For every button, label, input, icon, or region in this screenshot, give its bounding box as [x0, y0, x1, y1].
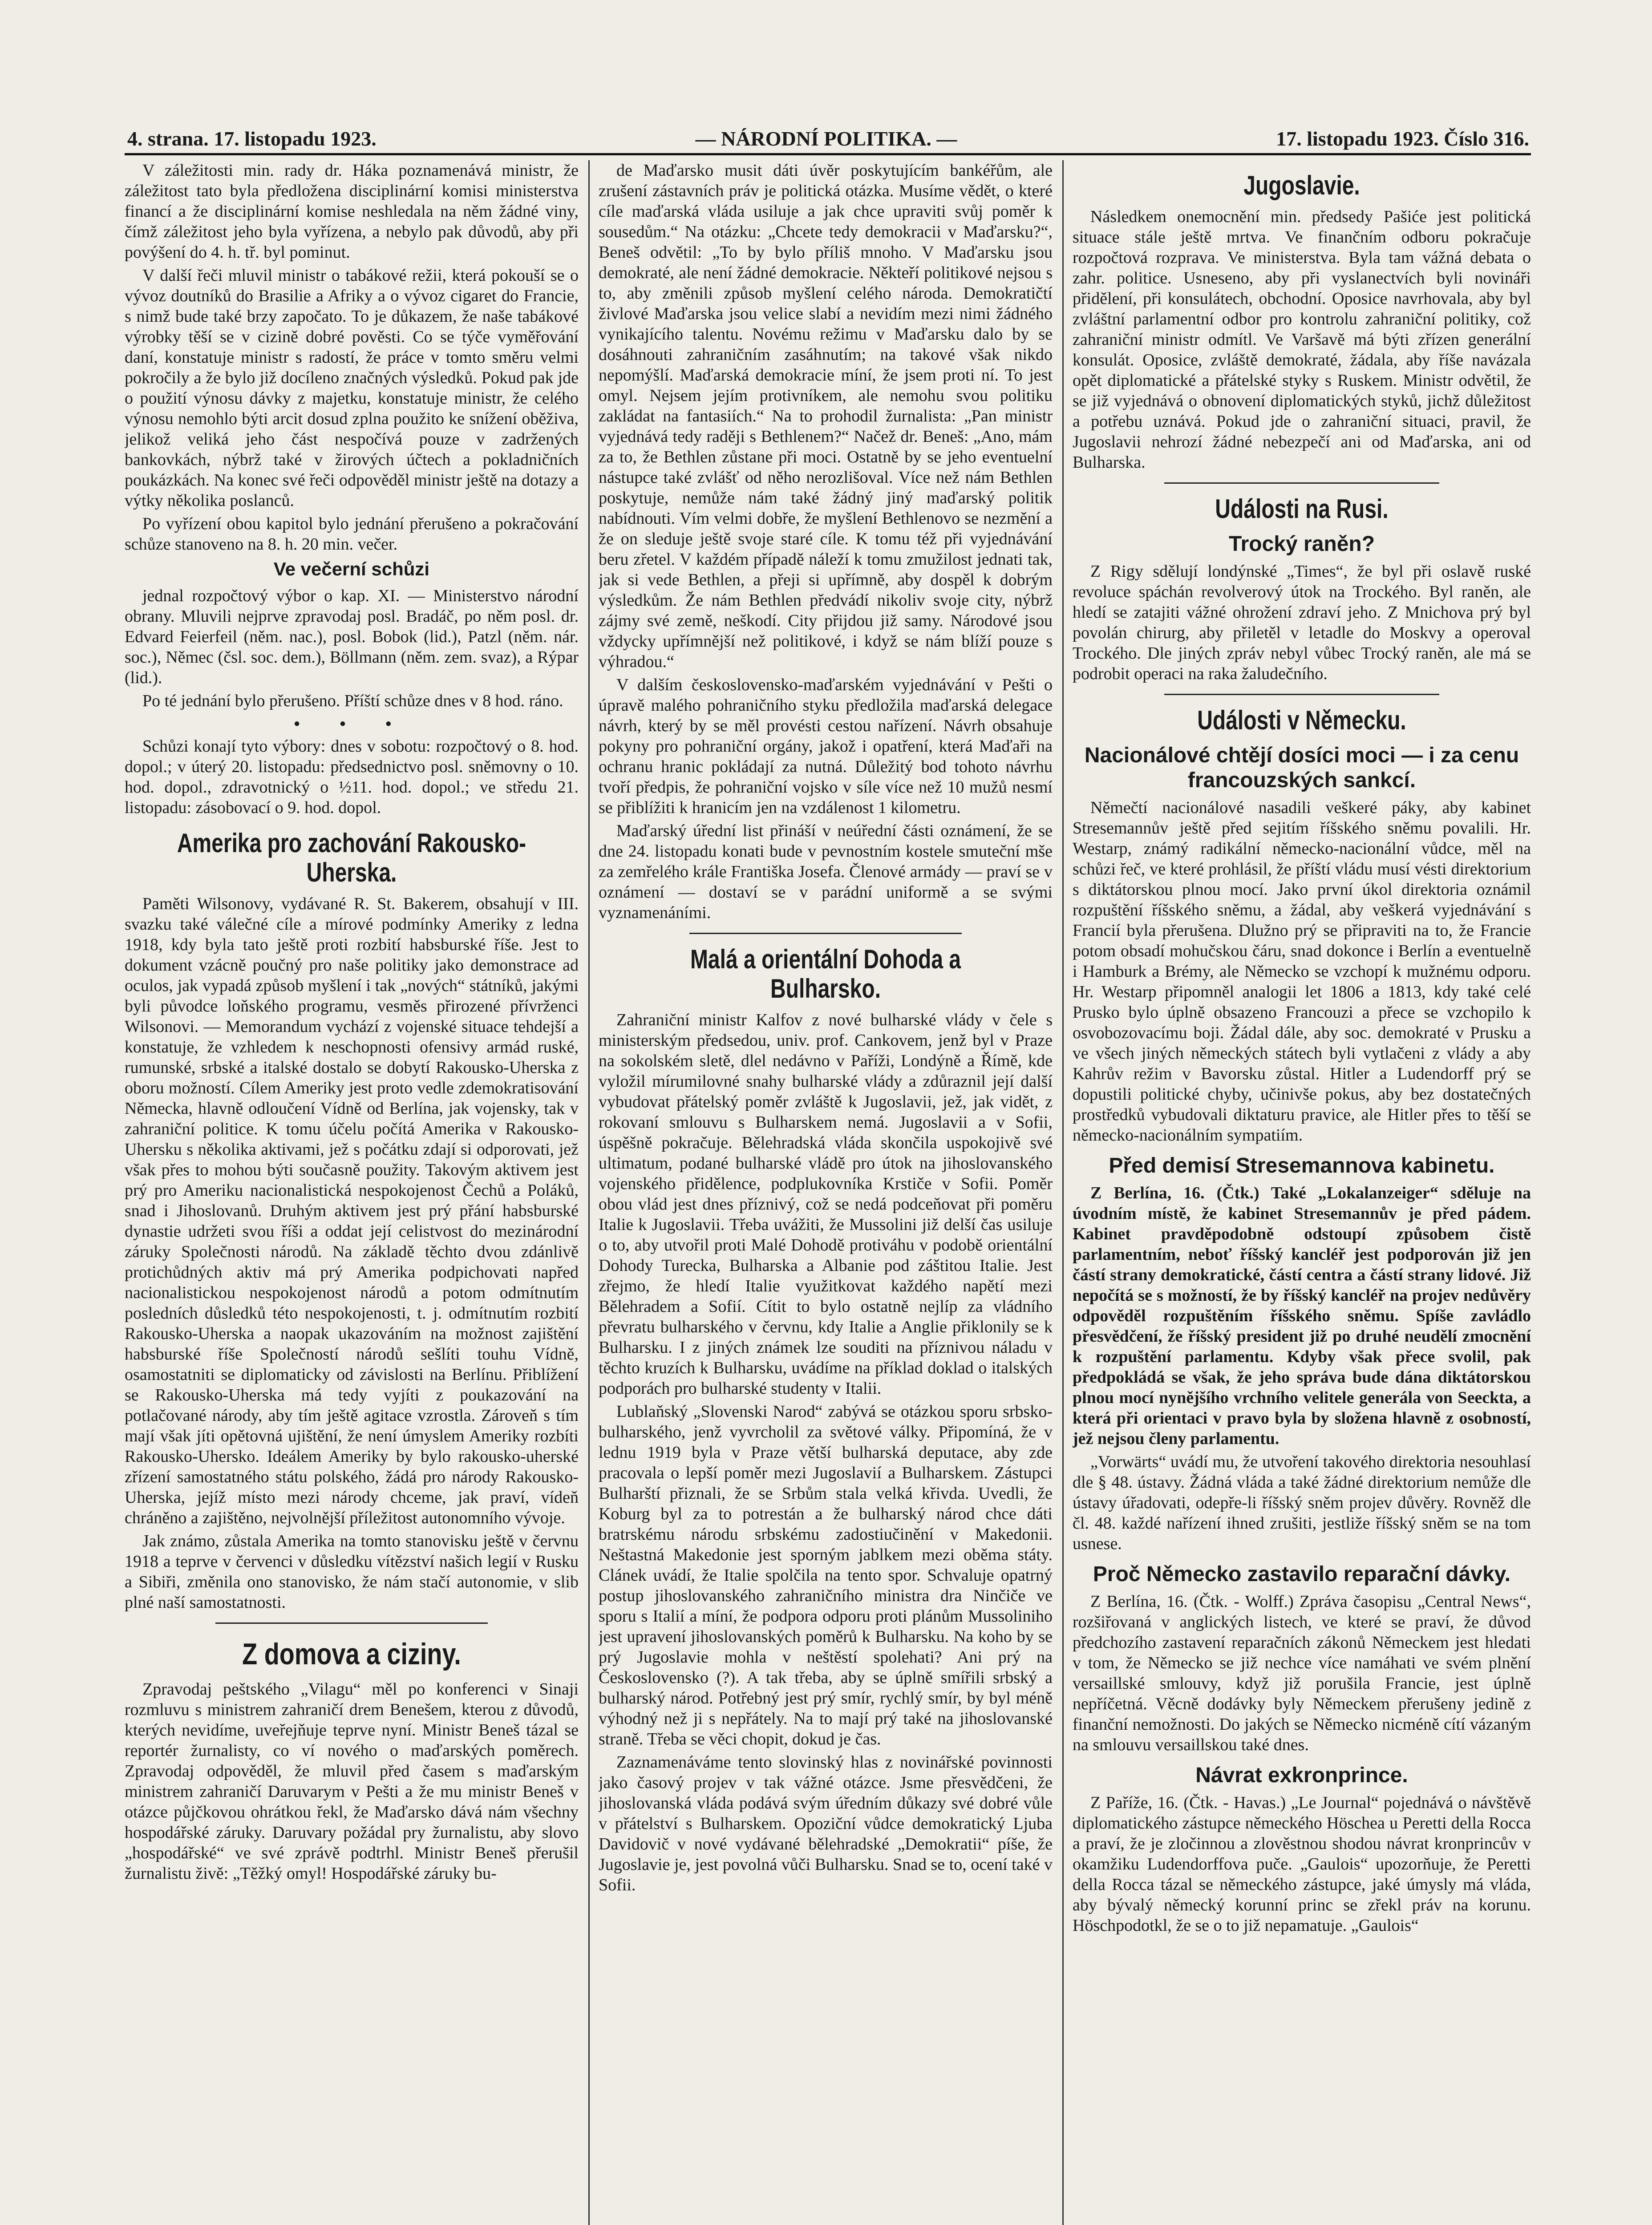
paragraph: V dalším československo-maďarském vyjednávání v Pešti o úpravě malého pohraničního styku předložila maďarská delegace návrh, který by se měl provésti cestou nařízení. Návrh obsahuje pokyny pro pohraniční orgány, jakož i opatření, která Maďaři na ochranu hranic pokládají za nutná. Důležitý bod tohoto návrhu tvoří předpis, že pohraniční vojsko v síle více než 10 mužů nesmí se přiblížiti k hranicím jen na vzdálenost 1 kilometru. [599, 676, 1053, 817]
paragraph: Lublaňský „Slovenski Narod“ zabývá se otázkou sporu srbsko-bulharského, jenž vyvrcholil za světové války. Připomíná, že v lednu 1919 byla v Praze větší bulharská deputace, aby zde pracovala o lepší poměr mezi Jugoslavií a Bulharskem. Zástupci Bulharští přiznali, že se Srbům stala velká křivda. Uvedli, že Koburg byl za to potrestán a že bulharský národ chce dáti bratrskému národu srbskému zadostiučinění v Makedonii. Neštastná Makedonie jest sporným jablkem mezi oběma státy. Clánek uvádí, že Italie spolčila na tento spor. Schvaluje opatrný postup jihoslovanského zahraničního ministra dra Ninčiče ve sporu s Italií a míní, že podpora odporu proti plánům Mussoliniho jest upravení jihoslovanských poměrů k Bulharsku. Na koho by se prý Jugoslavie mohla v neštěstí spolehati? Ani prý na Československo (?). A tak třeba, aby se úplně smířili srbský a bulharský národ. Potřebný jest prý smír, rychlý smír, by byl méně výhodný než ji s nepřátely. Na to mají prý také na jihoslovanské straně. Třeba se věci chopit, dokud je čas. [599, 1402, 1053, 1748]
paragraph: Z Paříže, 16. (Čtk. - Havas.) „Le Journal“ pojednává o návštěvě diplomatického zástupce německého Höschea u Peretti della Rocca a praví, že je zločinnou a zlověstnou shodou návrat kronprincův v okamžiku Ludendorffova puče. „Gaulois“ upozorňuje, že Peretti della Rocca tázal se německého zástupce, jaké úmysly má vláda, aby bývalý německý korunní princ se zřekl práv na korunu. Höschpodotkl, že se o to již nepamatuje. „Gaulois“ [1073, 1793, 1531, 1935]
article-heading-crownprince: Návrat exkronprince. [1195, 1764, 1408, 1787]
article-heading-yugoslavia: Jugoslavie. [1243, 170, 1360, 200]
paragraph: de Maďarsko musit dáti úvěr poskytujícím bankéřům, ale zrušení zástavních práv je politická otázka. Musíme vědět, o které cíle maďarská vláda usiluje a jak chce upraviti svůj poměr k sousedům.“ Na otázku: „Chcete tedy demokracii v Maďarsku?“, Beneš odvětil: „To by bylo příliš mnoho. V Maďarsku jsou demokraté, ale není žádné demokracie. Někteří politikové nejsou s to, aby změnili způsob myšlení celého národa. Demokratičtí živlové Maďarska jsou velice slabí a nevidím mezi nimi žádného vynikajícího talentu. Novému režimu v Maďarsku dalo by se dosáhnouti zahraničním zasáhnutím; na takové však nikdo nepomýšlí. Maďarská demokracie míní, že jsem proti ní. To jest omyl. Nejsem jejím protivníkem, ale nemohu svou politiku zakládat na fantasiích.“ Na to prohodil žurnalista: „Pan ministr vyjednává tedy raději s Bethlenem?“ Načež dr. Beneš: „Ano, mám za to, že Bethlen zůstane při moci. Ostatně by se jeho eventuelní nástupce také zvlášť od něho nerozlišoval. Více než nám Bethlen poskytuje, nemůže nám také žádný jiný maďarský politik nabídnouti. Vím velmi dobře, že myšlení Bethlenovo se nezmění a že on sleduje ještě svoje staré cíle. K tomu též při vyjednávání beru zřetel. V každém případě náleží k tomu zmužilost jednati tak, jak si vede Bethlen, a přeji si upřímně, aby dospěl k dobrým výsledkům. Že nám Bethlen předvádí nikoliv svoje city, nýbrž zájmy své země, neškodí. City přijdou již samy. Národové jsou vždycky upřímnější než politikové, i když se nám blíží pouze s výhradou.“ [599, 161, 1053, 671]
paragraph: Z Berlína, 16. (Čtk. - Wolff.) Zpráva časopisu „Central News“, rozšiřovaná v anglických listech, ve které se praví, že důvod předchozího zastavení reparačních zákonů Německem jest hledati v tom, že Německo se již nechce více namáhati ve svém plnění versaillské smlouvy, když již porušila Francie, jest úplně nepříčetná. Věcně dodávky byly Německem přerušeny jedině z finanční nemožnosti. Do jakých se Německo nicméně cítí vázaným na smlouvu versaillskou také dnes. [1073, 1592, 1531, 1754]
article-heading-crisis: Před demisí Stresemannova kabinetu. [1109, 1154, 1495, 1177]
column-divider [588, 160, 590, 2225]
paragraph: „Vorwärts“ uvádí mu, že utvoření takového direktoria nesouhlasí dle § 48. ústavy. Žádná vláda a také žádné direktorium nemůže dle ústavy úřadovati, odepře-li říšský sněm projev důvěry. Rovněž dle čl. 48. každé nařízení ihned zrušiti, jestliže říšský sněm se na tom usnese. [1073, 1452, 1531, 1553]
paragraph: V další řeči mluvil ministr o tabákové režii, která pokouší se o vývoz doutníků do Brasilie a Afriky a o vývoz cigaret do Francie, s nimž bude také brzy započato. To je důkazem, že naše tabákové výrobky těší se v cizině dobré pověsti. Co se týče vyměřování daní, konstatuje ministr s radostí, že práce v tomto směru velmi pokročily a že bylo již docíleno značných výsledků. Pokud pak jde o použití výnosu dávky z majetku, konstatuje ministr, že celého výnosu nemohlo býti arcit dosud zplna použito ke snížení oběživa, jelikož veliká jeho část nespočívá pouze v zadržených bankovkách, nýbrž také v žirových účtech a pokladničních poukázkách. Na konec své řeči odpověděl ministr ještě na dotazy a výtky několika poslanců. [125, 266, 579, 510]
paragraph: Zpravodaj peštského „Vilagu“ měl po konferenci v Sinaji rozmluvu s ministrem zahraničí drem Benešem, kterou z důvodů, kterých nevidíme, uveřejňuje teprve nyní. Ministr Beneš tázal se reportér žurnalisty, co ví nového o maďarských poměrech. Zpravodaj odpověděl, že mluvil před časem s maďarským ministrem zahraničí Daruvarym v Pešti a že mu ministr Beneš v otázce půjčkovou ohrátkou řekl, že Maďarsko dává nám všechny hospodářské záruky. Daruvary požádal pry žurnalistu, aby slovo „hospodářské“ ve své zprávě podtrhl. Ministr Beneš přerušil žurnalistu živě: „Těžký omyl! Hospodářské záruky bu- [125, 1680, 579, 1883]
article-subheading-germany: Nacionálové chtějí dosíci moci — i za cenu francouzských sankcí. [1084, 744, 1519, 792]
column-1 [125, 160, 579, 2225]
masthead [127, 125, 1529, 151]
paragraph: Zaznamenáváme tento slovinský hlas z novinářské povinnosti jako časový projev v tak vážné otázce. Jsme přesvědčeni, že jihoslovanská vláda podává svým úředním důkazy své dobré vůle v přátelství s Bulharskem. Opoziční vůdce demokratický Ljuba Davidovič v nové vydávané bělehradské „Demokratii“ píše, že Jugoslavie je, jest povolná vůči Bulharsku. Snad se to, ocení také v Sofii. [599, 1753, 1053, 1894]
separator-dots: • • • [294, 715, 409, 733]
column-divider [1062, 160, 1064, 2225]
column-2 [599, 160, 1053, 2225]
paragraph: Jak známo, zůstala Amerika na tomto stanovisku ještě v červnu 1918 a teprve v červenci v důsledku vítězství našich legií v Rusku a Sibiři, změnila ono stanovisko, že nám stačí autonomie, v slib plné naší samostatnosti. [125, 1532, 579, 1612]
paragraph: V záležitosti min. rady dr. Háka poznamenává ministr, že záležitost tato byla předložena disciplinární komisi ministerstva financí a že disciplinární komise neshledala na něm žádné viny, čímž záležitost jeho byla vyřízena, a nebylo pak důvodů, aby při povýšení do 4. h. tř. byl pominut. [125, 161, 579, 262]
section-rule [1164, 482, 1439, 484]
paragraph: Schůzi konají tyto výbory: dnes v sobotu: rozpočtový o 8. hod. dopol.; v úterý 20. listopadu: předsednictvo posl. sněmovny o 10. hod. dopol., zdravotnický o ½11. hod. dopol.; ve středu 21. listopadu: zásobovací o 9. hod. dopol. [125, 737, 579, 817]
masthead-title: — NÁRODNÍ POLITIKA. — [695, 127, 957, 150]
paragraph: Zahraniční ministr Kalfov z nové bulharské vlády v čele s ministerským předsedou, univ. prof. Cankovem, jenž byl v Praze na sokolském sletě, dlel nedávno v Paříži, Londýně a Římě, kde vyložil mírumilovné snahy bulharské vlády a zdůraznil její další vybudovat přátelský poměr zvláště k Jugoslavii, jež, jak vidět, z rokovaní smlouvu s Bulharskem nemá. Jugoslavii a v Sofii, úspěšně pokračuje. Bělehradská vláda skončila uspokojivě své ultimatum, podané bulharské vládě pro útok na jihoslovanského vojenského přidělence, podplukovníka Krstiče v Sofii. Poměr obou vlád jest dnes příznivý, což se nedá podceňovat při poměru Italie k Jugoslavii. Třeba uvážiti, že Mussolini již delší čas usiluje o to, aby utvořil proti Malé Dohodě protiváhu v podobě orientální Dohody Turecka, Bulharska a Albanie pod záštitou Italie. Jest zřejmo, že hledí Italie využitkovat každého napětí mezi Bělehradem a Sofií. Cítit to bylo ostatně nejlíp za vládního převratu bulharského v červnu, kdy Italie a Anglie přiklonily se k Bulharsku. I z jiných známek lze souditi na příznivou náladu v těchto kruzích k Bulharsku, uvádíme na příklad doklad o italských podporách pro bulharské studenty v Italii. [599, 1011, 1053, 1398]
paragraph: Z Rigy sdělují londýnské „Times“, že byl při oslavě ruské revoluce spáchán revolverový útok na Trockého. Byl raněn, ale hledí se zatajiti vážné ohrožení zdraví jeho. Z Mnichova prý byl povolán chirurg, aby přiletěl v letadle do Moskvy a operoval Trockého. Dle jiných zpráv nebyl vůbec Trocký raněn, ale má se podrobit operaci na raka žaludečního. [1073, 562, 1531, 683]
paragraph: Paměti Wilsonovy, vydávané R. St. Bakerem, obsahují v III. svazku také válečné cíle a mírové podmínky Ameriky z ledna 1918, kdy byla tato ještě proti rozbití habsburské říše. Jest to dokument vzácně poučný pro naše politiky jako demonstrace ad oculos, jak vypadá způsob myšlení i tak „nových“ státníků, jakými byli původce loňského programu, vesměs přirozené přívrženci Wilsonovi. — Memorandum vychází z vojenské situace tehdejší a konstatuje, že vzhledem k neschopnosti ofensivy armád ruské, rumunské, srbské a italské dostalo se dobytí Rakousko-Uherska z oboru možností. Cílem Ameriky jest proto vedle zdemokratisování Německa, hlavně odloučení Vídně od Berlína, jak vojensky, tak v zahraniční politice. K tomu účelu počítá Amerika v Rakousko-Uhersku s několika aktivami, jež s počátku zdají si odporovati, jež však přes to mohou býti současně použity. Takovým aktivem jest prý pro Ameriku nacionalistická nespokojenost Čechů a Poláků, snad i Jihoslovanů. Druhým aktivem jest prý přání habsburské dynastie udržeti svou říši a oddat její celistvost do mezinárodní záruky Společnosti národů. Na základě těchto dvou zdánlivě protichůdných aktiv má prý Amerika podpichovati napřed nacionalistickou nespokojenost národů a potom odmítnutím posledních důsledků této nespokojenosti, t. j. odmítnutím rozbití Rakousko-Uherska a naopak ukazováním na možnost zajištění habsburské říše Společností národů sešlíti touhu Vídně, osamostatniti se diplomaticky od závislosti na Berlínu. Přiblížení se Rakousko-Uherska má tedy vyjíti z poukazování na potlačované národy, aby tím ještě agitace vzrostla. Zároveň s tím mají však jíti opětovná ujištění, že není úmyslem Ameriky rozbíti Rakousko-Uhersko. Ideálem Ameriky by bylo rakousko-uherské zřízení samostatného státu polského, žádá pro národy Rakousko-Uherska, jejíž místo mezi národy chceme, jak praví, vídeň chráněno a zajištěno, nejvolnější příležitost autonomního vývoje. [125, 894, 579, 1527]
paragraph: Z Berlína, 16. (Čtk.) Také „Lokalanzeiger“ sděluje na úvodním místě, že kabinet Stresemannův je před pádem. Kabinet pravděpodobně odstoupí způsobem čistě parlamentním, neboť říšský kancléř jest podporován již jen částí strany demokratické, částí centra a částí strany lidové. Již nepočítá se s možností, že by říšský kancléř na projev nedůvěry odpověděl rozpuštěním říšského sněmu. Spíše zavládlo přesvědčení, že říšský president již po druhé neudělí zmocnění k rozpuštění parlamentu. Kdyby však přece svolil, pak předpokládá se však, že jeho správa bude dána diktátorskou plnou mocí nynějšího vrchního velitele generála von Seeckta, a která při orientaci v pravo byla by složena hlavně z osobností, jež nejsou členy parlamentu. [1073, 1184, 1531, 1448]
masthead-left: 4. strana. 17. listopadu 1923. [127, 127, 377, 150]
section-heading-evening: Ve večerní schůzi [273, 558, 430, 579]
paragraph: Po té jednání bylo přerušeno. Příští schůze dnes v 8 hod. ráno. [142, 692, 563, 710]
article-heading-germany: Události v Německu. [1197, 705, 1406, 735]
article-heading-russia: Události na Rusi. [1215, 494, 1389, 524]
article-heading-abroad: Z domova a ciziny. [242, 1637, 461, 1671]
article-heading-america: Amerika pro zachování Rakousko-Uherska. [177, 828, 526, 887]
masthead-rule [125, 153, 1531, 155]
section-rule [215, 1622, 488, 1624]
paragraph: Následkem onemocnění min. předsedy Pašiće jest politická situace stále ještě mrtva. Ve finančním odboru pokračuje rozpočtová rozprava. Ve ministerstva. Byla tam vážná debata o zahr. politice. Usneseno, aby při vyslanectvích byli novináři přidělení, při konsulátech, obchodní. Oposice navrhovala, aby byl zvláštní parlamentní odbor pro kontrolu zahraniční politiky, což zahraniční ministr odmítl. Ve Varšavě má býti zřízen generální konsulát. Oposice, zvláště demokraté, žádala, aby říše navázala opět diplomatické a přátelské styky s Ruskem. Ministr odvětil, že se již vyjednává o obnovení diplomatických styků, jichž důležitost a potřebu uznává. Pokud jde o zahraniční situaci, pravil, že Jugoslavii nehrozí žádné nebezpečí ani od Maďarska, ani od Bulharska. [1073, 207, 1531, 472]
section-rule [1164, 694, 1439, 695]
paragraph: Maďarský úřední list přináší v neúřední části oznámení, že se dne 24. listopadu konati bude v pevnostním kostele smuteční mše za zemřelého krále Františka Josefa. Členové armády — praví se v oznámení — dostaví se v parádní uniformě a se svými vyznamenáními. [599, 821, 1053, 922]
masthead-right: 17. listopadu 1923. Číslo 316. [1276, 127, 1529, 150]
article-heading-reparation: Proč Německo zastavilo reparační dávky. [1093, 1562, 1511, 1586]
column-3 [1073, 160, 1531, 2225]
paragraph: Němečtí nacionálové nasadili veškeré páky, aby kabinet Stresemannův ještě před sejitím říšského sněmu povalili. Hr. Westarp, známý radikální německo-nacionální vůdce, měl na schůzi řeč, ve které prohlásil, že příští vládu musí vésti direktorium s diktátorskou plnou mocí. Jako první úkol direktoria oznámil rozpuštění říšského sněmu, a žádal, aby veškerá vyjednávání s Francií byla přerušena. Dlužno prý se připraviti na to, že Francie potom obsadí mohučskou čáru, snad dokonce i Berlín a eventuelně i Hamburk a Brémy, ale Německo se vzchopí k mužnému odporu. Hr. Westarp připomněl analogii let 1806 a 1813, kdy také celé Prusko bylo úplně obsazeno Francouzi a přece se vzchopilo k osvobozovacímu boji. Žádal dále, aby soc. demokraté v Prusku a ve všech jiných německých státech byli vytlačeni z vlády a aby Kahrův režim v Bavorsku zůstal. Hitler a Ludendorff prý se dopustili politické chyby, učinivše pokus, aby bez dostatečných prostředků vybudovali diktaturu pravice, ale Hitler přes to těší se německo-nacionálním sympatiím. [1073, 798, 1531, 1145]
paragraph: Po vyřízení obou kapitol bylo jednání přerušeno a pokračování schůze stanoveno na 8. h. 20 min. večer. [125, 514, 579, 554]
article-subheading-russia: Trocký raněn? [1228, 532, 1375, 556]
section-rule [689, 933, 962, 934]
article-heading-entente: Malá a orientální Dohoda a Bulharsko. [690, 944, 961, 1003]
paragraph: jednal rozpočtový výbor o kap. XI. — Ministerstvo národní obrany. Mluvili nejprve zpravodaj posl. Bradáč, po něm posl. dr. Edvard Feierfeil (něm. nac.), posl. Bobok (lid.), Patzl (něm. nár. soc.), Němec (čsl. soc. dem.), Böllmann (něm. zem. svaz), a Rýpar (lid.). [125, 587, 579, 687]
